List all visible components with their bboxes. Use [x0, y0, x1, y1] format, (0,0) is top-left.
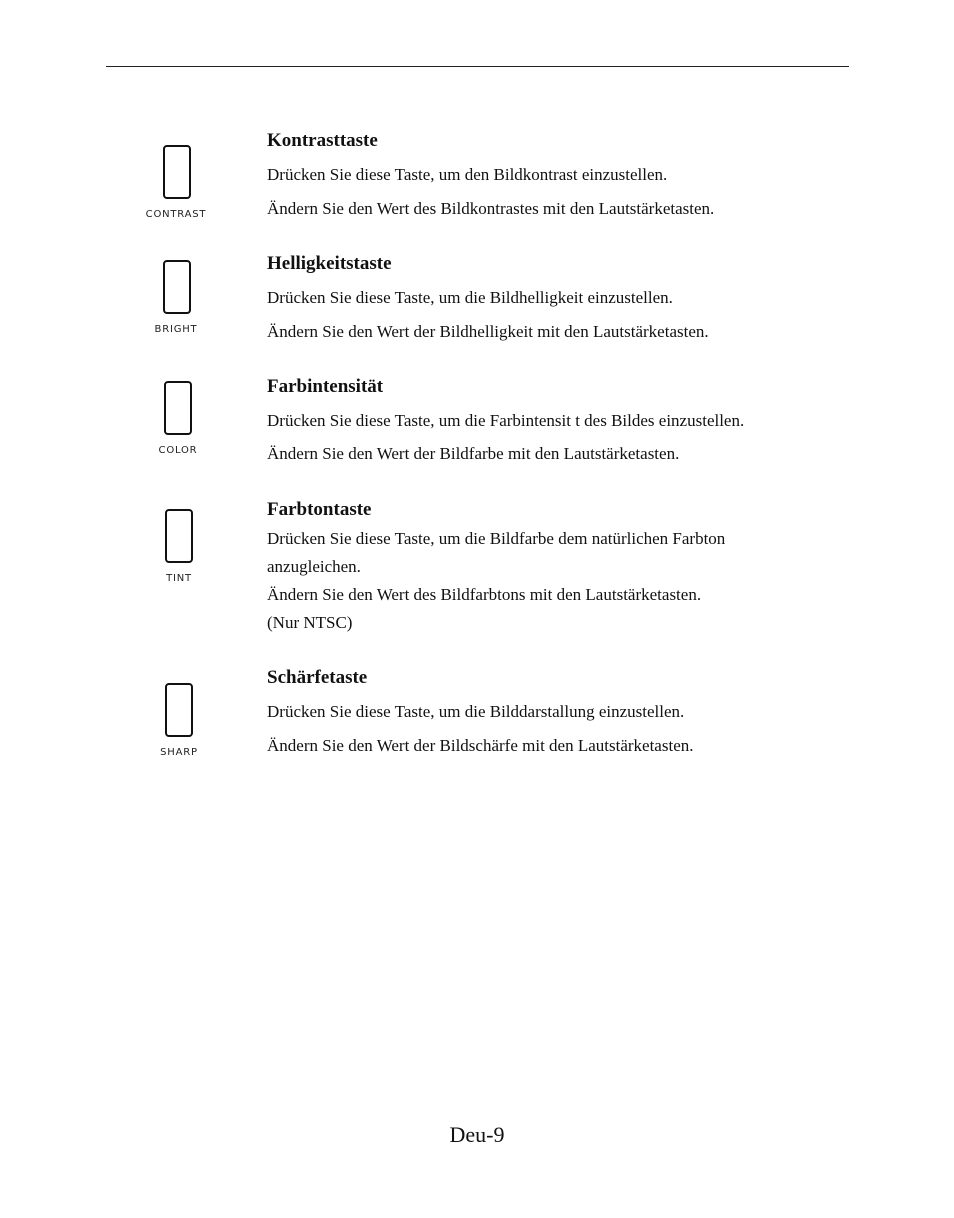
page-number: Deu-9 — [449, 1122, 505, 1147]
color-button-icon — [164, 381, 192, 435]
tint-button-icon — [165, 509, 193, 563]
section-text-line: Ändern Sie den Wert der Bildschärfe mit den Lautstärketasten. — [267, 736, 694, 755]
section-text-line: Ändern Sie den Wert der Bildfarbe mit den Lautstärketasten. — [267, 444, 680, 463]
color-button-label: COLOR — [158, 445, 198, 456]
section-text-line: Ändern Sie den Wert der Bildhelligkeit mit den Lautstärketasten. — [267, 322, 709, 341]
section-text-line: Drücken Sie diese Taste, um den Bildkontrast einzustellen. — [267, 165, 668, 184]
header-rule — [106, 66, 849, 67]
section-text-line: Drücken Sie diese Taste, um die Bildfarbe dem natürlichen Farbton — [267, 529, 726, 548]
section-text-line: anzugleichen. — [267, 557, 361, 576]
contrast-button-icon — [163, 145, 191, 199]
section-title: Helligkeitstaste — [267, 253, 392, 274]
section-title: Schärfetaste — [267, 667, 368, 688]
section-text-line: Ändern Sie den Wert des Bildfarbtons mit den Lautstärketasten. — [267, 585, 702, 604]
section-title: Kontrasttaste — [267, 130, 378, 151]
section-text-line: Drücken Sie diese Taste, um die Bildhelligkeit einzustellen. — [267, 288, 673, 307]
section-title: Farbintensität — [267, 376, 384, 397]
bright-button-label: BRIGHT — [154, 324, 198, 335]
section-text-line: Drücken Sie diese Taste, um die Bilddarstallung einzustellen. — [267, 702, 685, 721]
sharp-button-label: SHARP — [160, 747, 198, 758]
sharp-button-icon — [165, 683, 193, 737]
section-text-line: (Nur NTSC) — [267, 613, 353, 632]
contrast-button-label: CONTRAST — [145, 209, 207, 220]
tint-button-label: TINT — [166, 573, 192, 584]
bright-button-icon — [163, 260, 191, 314]
section-title: Farbtontaste — [267, 499, 372, 520]
section-text-line: Ändern Sie den Wert des Bildkontrastes mit den Lautstärketasten. — [267, 199, 715, 218]
section-text-line: Drücken Sie diese Taste, um die Farbintensit t des Bildes einzustellen. — [267, 411, 745, 430]
